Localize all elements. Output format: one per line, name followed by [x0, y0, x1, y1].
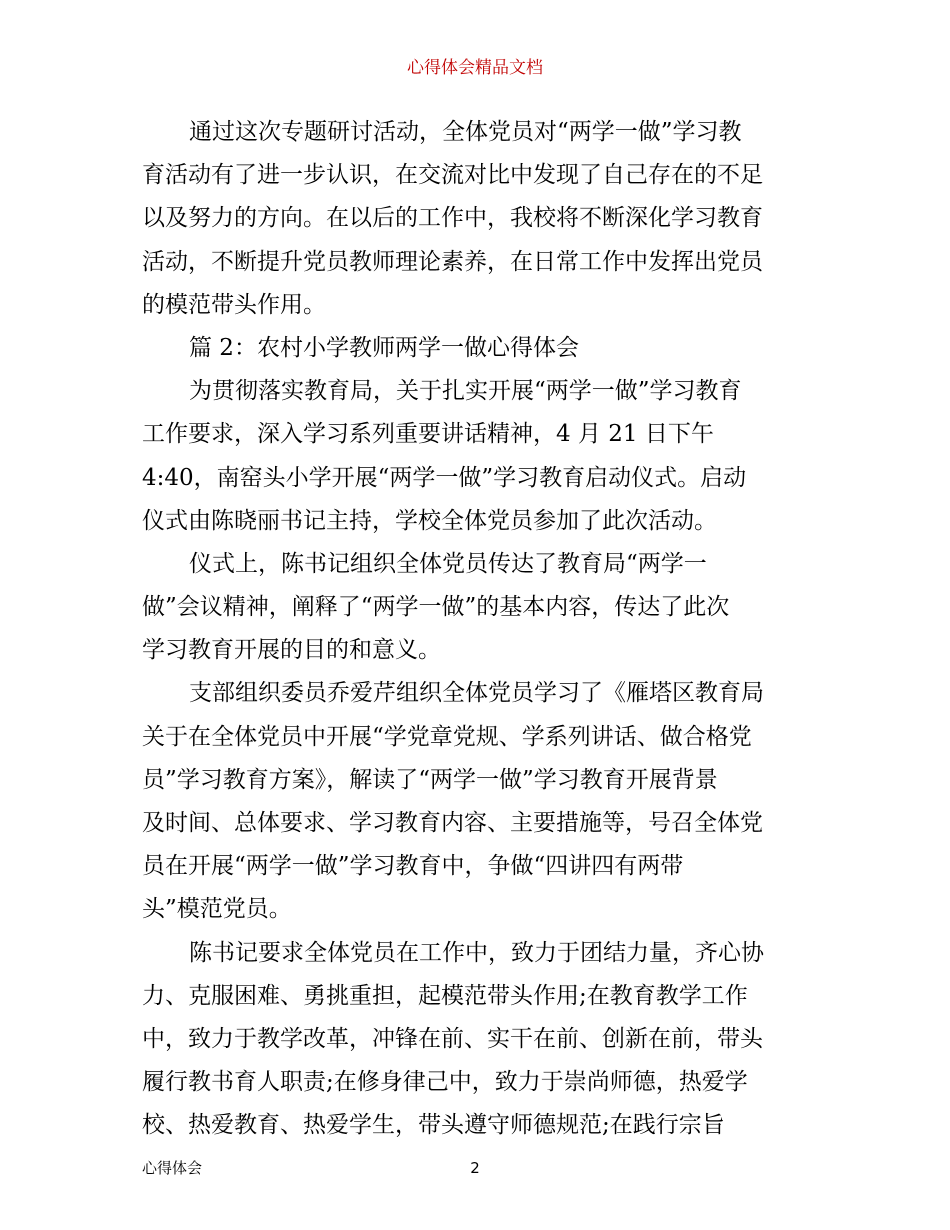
text-line: 关于在全体党员中开展“学党章党规、学系列讲话、做合格党: [142, 723, 752, 750]
text-line: 通过这次专题研讨活动，全体党员对“两学一做”学习教: [189, 119, 742, 145]
text-line: 及时间、总体要求、学习教育内容、主要措施等，号召全体党: [142, 810, 763, 836]
text-line: 陈书记要求全体党员在工作中，致力于团结力量，齐心协: [189, 939, 764, 966]
text-line: 力、克服困难、勇挑重担，起模范带头作用;在教育教学工作: [142, 982, 748, 1009]
text-line: 支部组织委员乔爱芹组织全体党员学习了《雁塔区教育局: [189, 680, 764, 707]
text-line: 活动，不断提升党员教师理论素养，在日常工作中发挥出党员: [142, 248, 763, 275]
paragraph-2: [142, 370, 810, 543]
text-line: 工作要求，深入学习系列重要讲话精神，4 月 21 日下午: [142, 421, 714, 448]
section-title: 篇 2：农村小学教师两学一做心得体会: [189, 334, 579, 361]
text-line: 员在开展“两学一做”学习教育中，争做“四讲四有两带: [142, 853, 684, 880]
paragraph-3: [142, 543, 810, 673]
page-number: 2: [470, 1159, 480, 1177]
paragraph-4: [142, 672, 810, 931]
text-line: 仪式由陈晓丽书记主持，学校全体党员参加了此次活动。: [142, 507, 717, 534]
text-line: 4:40，南窑头小学开展“两学一做”学习教育启动仪式。启动: [142, 464, 747, 491]
page-header-title: 心得体会精品文档: [407, 58, 543, 78]
text-line: 中，致力于教学改革，冲锋在前、实干在前、创新在前，带头: [142, 1025, 763, 1052]
text-line: 员”学习教育方案》，解读了“两学一做”学习教育开展背景: [142, 766, 718, 793]
text-line: 的模范带头作用。: [142, 291, 326, 318]
text-line: 做”会议精神，阐释了“两学一做”的基本内容，传达了此次: [142, 594, 730, 621]
document-body: [142, 111, 810, 1148]
text-line: 为贯彻落实教育局，关于扎实开展“两学一做”学习教育: [189, 378, 742, 405]
text-line: 履行教书育人职责;在修身律己中，致力于崇尚师德，热爱学: [142, 1069, 748, 1096]
text-line: 头”模范党员。: [142, 896, 292, 923]
text-line: 仪式上，陈书记组织全体党员传达了教育局“两学一: [189, 550, 707, 577]
section-heading: [142, 327, 810, 370]
paragraph-5: [142, 932, 810, 1148]
paragraph-1: [142, 111, 810, 327]
text-line: 育活动有了进一步认识，在交流对比中发现了自己存在的不足: [142, 162, 763, 189]
text-line: 学习教育开展的目的和意义。: [142, 637, 441, 664]
page-footer-label: 心得体会: [142, 1159, 203, 1177]
text-line: 以及努力的方向。在以后的工作中，我校将不断深化学习教育: [142, 205, 763, 232]
text-line: 校、热爱教育、热爱学生，带头遵守师德规范;在践行宗旨: [142, 1112, 725, 1139]
